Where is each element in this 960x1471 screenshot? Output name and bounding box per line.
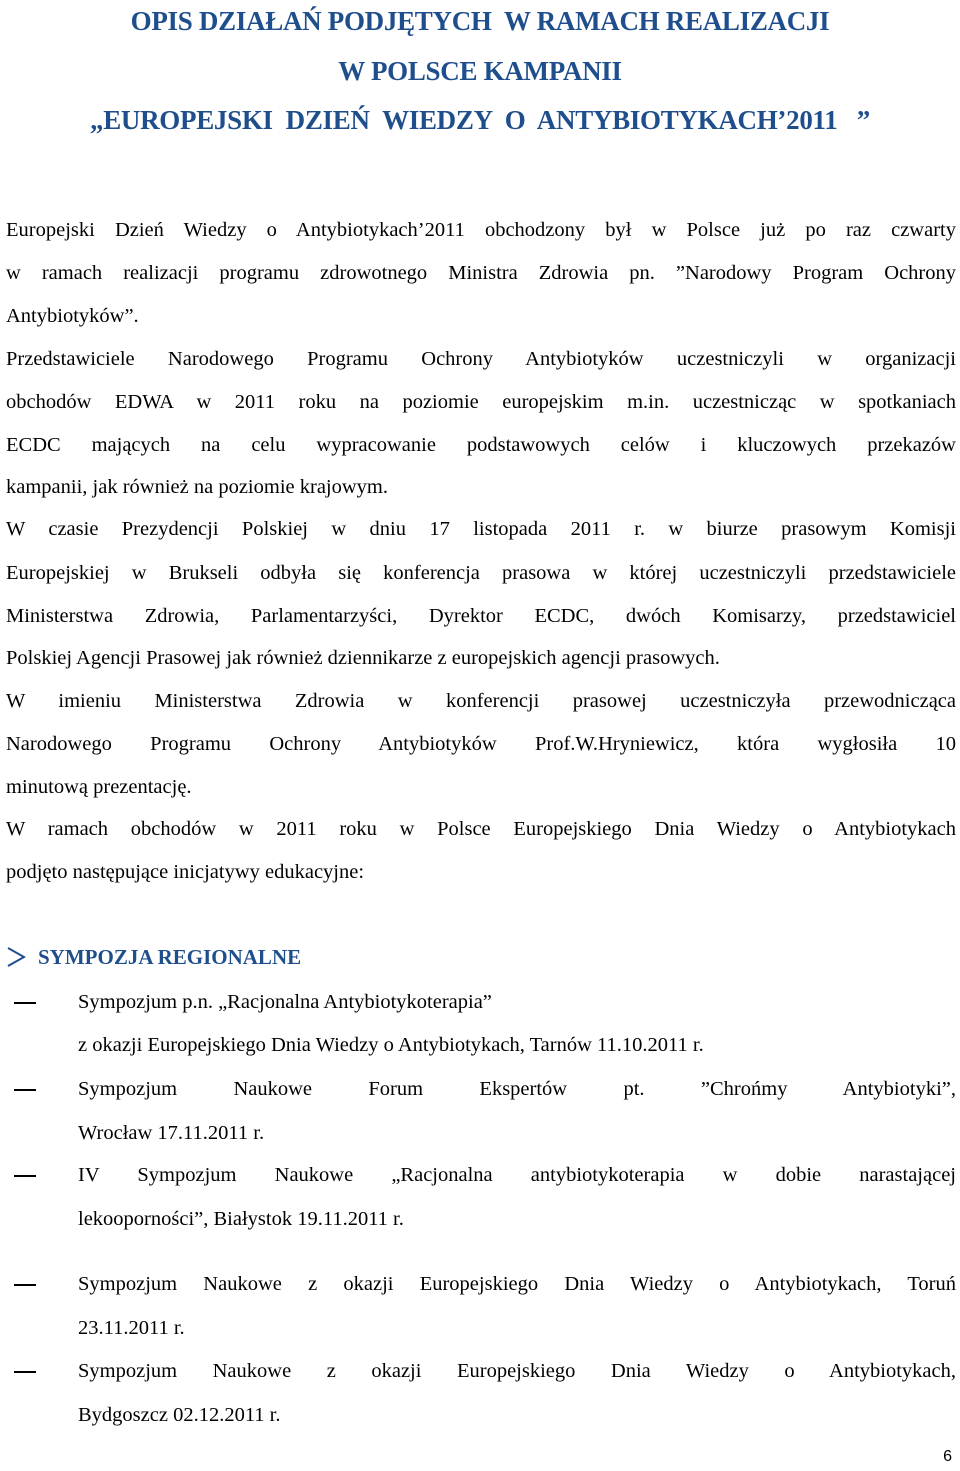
list-item-line: Sympozjum Naukowe Forum Ekspertów pt. ”Chrońmy Antybiotyki”, <box>78 1078 956 1100</box>
list-item-line: Sympozjum Naukowe z okazji Europejskiego Dnia Wiedzy o Antybiotykach, <box>78 1360 956 1382</box>
section-heading-text: SYMPOZJA REGIONALNE <box>38 944 302 969</box>
list-item-line: 23.11.2011 r. <box>78 1317 185 1339</box>
dash-bullet-icon <box>14 1284 36 1286</box>
page-number: 6 <box>943 1448 952 1465</box>
list-item-line: Sympozjum p.n. „Racjonalna Antybiotykoterapia” <box>78 991 492 1013</box>
section-heading <box>6 942 301 972</box>
body-line: minutową prezentację. <box>6 776 192 798</box>
list-item-line: Sympozjum Naukowe z okazji Europejskiego Dnia Wiedzy o Antybiotykach, Toruń <box>78 1273 956 1295</box>
body-line: W ramach obchodów w 2011 roku w Polsce Europejskiego Dnia Wiedzy o Antybiotykach <box>6 818 956 840</box>
body-line: podjęto następujące inicjatywy edukacyjne: <box>6 861 365 883</box>
body-line: Polskiej Agencji Prasowej jak również dziennikarze z europejskich agencji prasowych. <box>6 647 720 669</box>
dash-bullet-icon <box>14 1089 36 1091</box>
title-line-2: W POLSCE KAMPANII <box>338 56 622 86</box>
list-item-line: IV Sympozjum Naukowe „Racjonalna antybiotykoterapia w dobie narastającej <box>78 1164 956 1186</box>
body-line: Antybiotyków”. <box>6 305 139 327</box>
body-line: Narodowego Programu Ochrony Antybiotyków Prof.W.Hryniewicz, która wygłosiła 10 <box>6 733 956 755</box>
body-line: Ministerstwa Zdrowia, Parlamentarzyści, Dyrektor ECDC, dwóch Komisarzy, przedstawiciel <box>6 605 956 627</box>
body-line: Europejski Dzień Wiedzy o Antybiotykach’2011 obchodzony był w Polsce już po raz czwarty <box>6 219 956 241</box>
body-line: W imieniu Ministerstwa Zdrowia w konferencji prasowej uczestniczyła przewodnicząca <box>6 690 956 712</box>
body-line: obchodów EDWA w 2011 roku na poziomie europejskim m.in. uczestnicząc w spotkaniach <box>6 391 956 413</box>
title-line-3: „EUROPEJSKI DZIEŃ WIEDZY O ANTYBIOTYKACH’2011 ” <box>90 105 870 135</box>
dash-bullet-icon <box>14 1175 36 1177</box>
dash-bullet-icon <box>14 1371 36 1373</box>
dash-bullet-icon <box>14 1002 36 1004</box>
list-item-line: z okazji Europejskiego Dnia Wiedzy o Antybiotykach, Tarnów 11.10.2011 r. <box>78 1034 704 1056</box>
body-line: w ramach realizacji programu zdrowotnego Ministra Zdrowia pn. ”Narodowy Program Ochrony <box>6 262 956 284</box>
title-line-1: OPIS DZIAŁAŃ PODJĘTYCH W RAMACH REALIZACJI <box>130 6 830 36</box>
list-item-line: Wrocław 17.11.2011 r. <box>78 1122 265 1144</box>
arrow-bullet-icon <box>6 946 26 968</box>
body-line: ECDC mających na celu wypracowanie podstawowych celów i kluczowych przekazów <box>6 434 956 456</box>
body-line: Europejskiej w Brukseli odbyła się konferencja prasowa w której uczestniczyli przedstawiciele <box>6 562 956 584</box>
body-line: kampanii, jak również na poziomie krajowym. <box>6 476 388 498</box>
list-item-line: lekooporności”, Białystok 19.11.2011 r. <box>78 1208 404 1230</box>
list-item-line: Bydgoszcz 02.12.2011 r. <box>78 1404 281 1426</box>
body-line: Przedstawiciele Narodowego Programu Ochrony Antybiotyków uczestniczyli w organizacji <box>6 348 956 370</box>
body-line: W czasie Prezydencji Polskiej w dniu 17 listopada 2011 r. w biurze prasowym Komisji <box>6 518 956 540</box>
